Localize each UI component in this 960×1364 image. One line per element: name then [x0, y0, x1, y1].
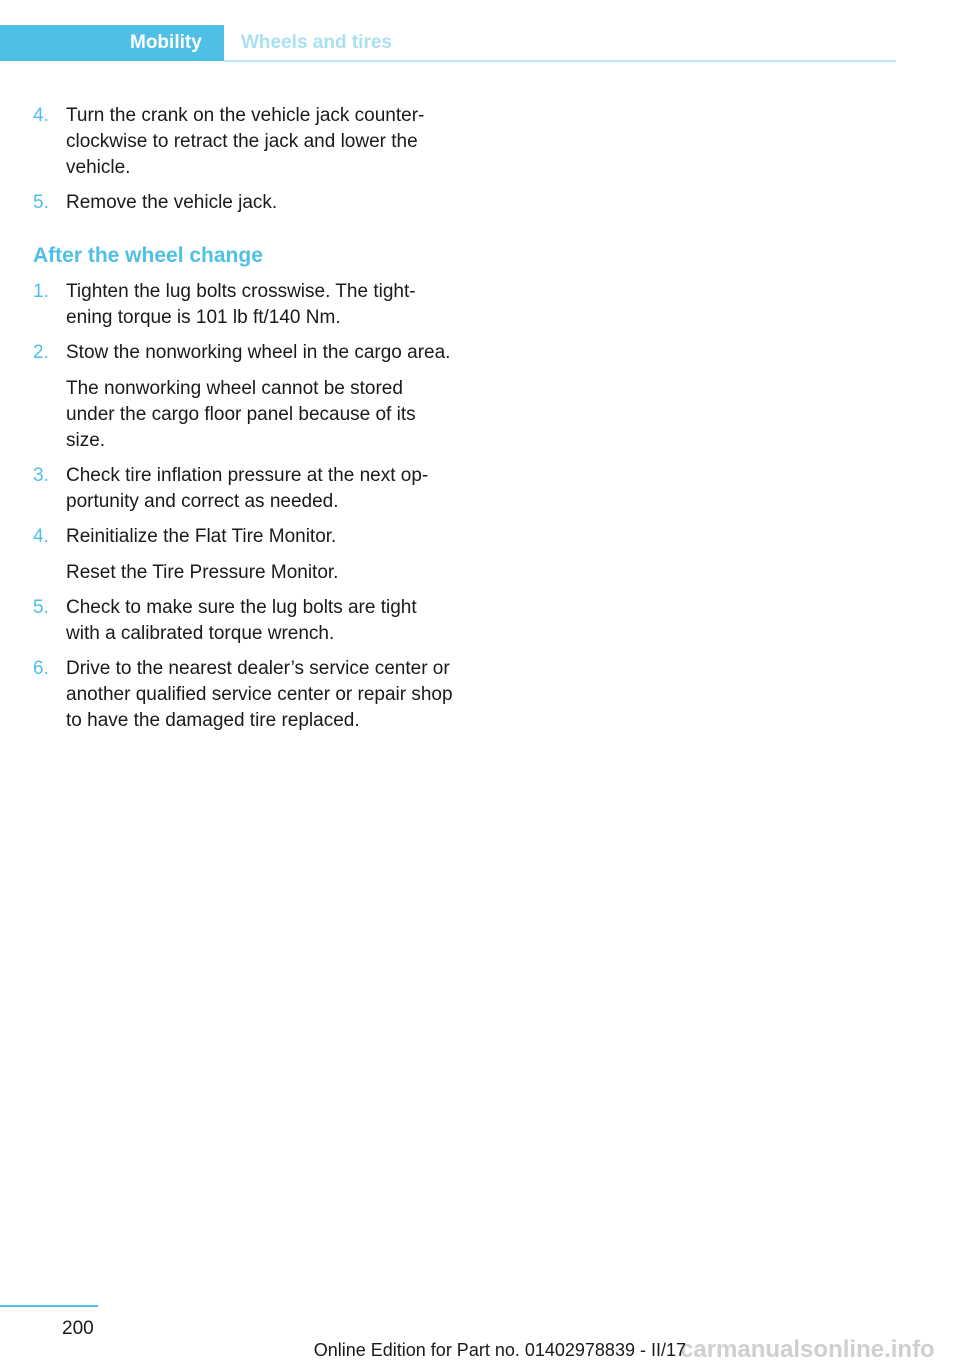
step-number: 2. — [33, 342, 49, 363]
list-item — [33, 524, 453, 586]
step-text: Drive to the nearest dealer’s service center or another qualified service center or repair shop to have the damaged tire replaced. — [66, 658, 453, 731]
list-item — [33, 656, 453, 734]
header-rule — [224, 60, 896, 62]
step-number: 4. — [33, 105, 49, 126]
step-number: 3. — [33, 465, 49, 486]
watermark: carmanualsonline.info — [680, 1336, 935, 1363]
step-text: Check tire inflation pressure at the next op-portunity and correct as needed. — [66, 465, 429, 512]
step-text: Remove the vehicle jack. — [66, 192, 278, 213]
footer-rule — [0, 1305, 98, 1307]
step-text: Turn the crank on the vehicle jack counter-clockwise to retract the jack and lower the vehicle. — [66, 105, 425, 178]
step-note: Reset the Tire Pressure Monitor. — [66, 562, 339, 583]
list-item — [33, 595, 453, 647]
list-item — [33, 279, 453, 331]
header-section-title: Mobility — [130, 32, 202, 53]
step-text: Reinitialize the Flat Tire Monitor. — [66, 526, 337, 547]
edition-note: Online Edition for Part no. 01402978839 - II/17 — [313, 1340, 686, 1360]
step-number: 1. — [33, 281, 49, 302]
page-content — [33, 103, 453, 743]
header-subsection-title: Wheels and tires — [241, 32, 392, 53]
step-number: 5. — [33, 192, 49, 213]
step-number: 5. — [33, 597, 49, 618]
step-number: 6. — [33, 658, 49, 679]
list-item — [33, 190, 453, 216]
step-number: 4. — [33, 526, 49, 547]
step-text: Tighten the lug bolts crosswise. The tight-ening torque is 101 lb ft/140 Nm. — [66, 281, 416, 328]
page-number: 200 — [62, 1318, 94, 1339]
list-item — [33, 103, 453, 181]
step-text: Stow the nonworking wheel in the cargo area. — [66, 342, 451, 363]
step-note: The nonworking wheel cannot be stored under the cargo floor panel because of its size. — [66, 378, 416, 451]
list-item — [33, 463, 453, 515]
list-item — [33, 340, 453, 454]
section-heading: After the wheel change — [33, 244, 263, 267]
step-text: Check to make sure the lug bolts are tight with a calibrated torque wrench. — [66, 597, 417, 644]
